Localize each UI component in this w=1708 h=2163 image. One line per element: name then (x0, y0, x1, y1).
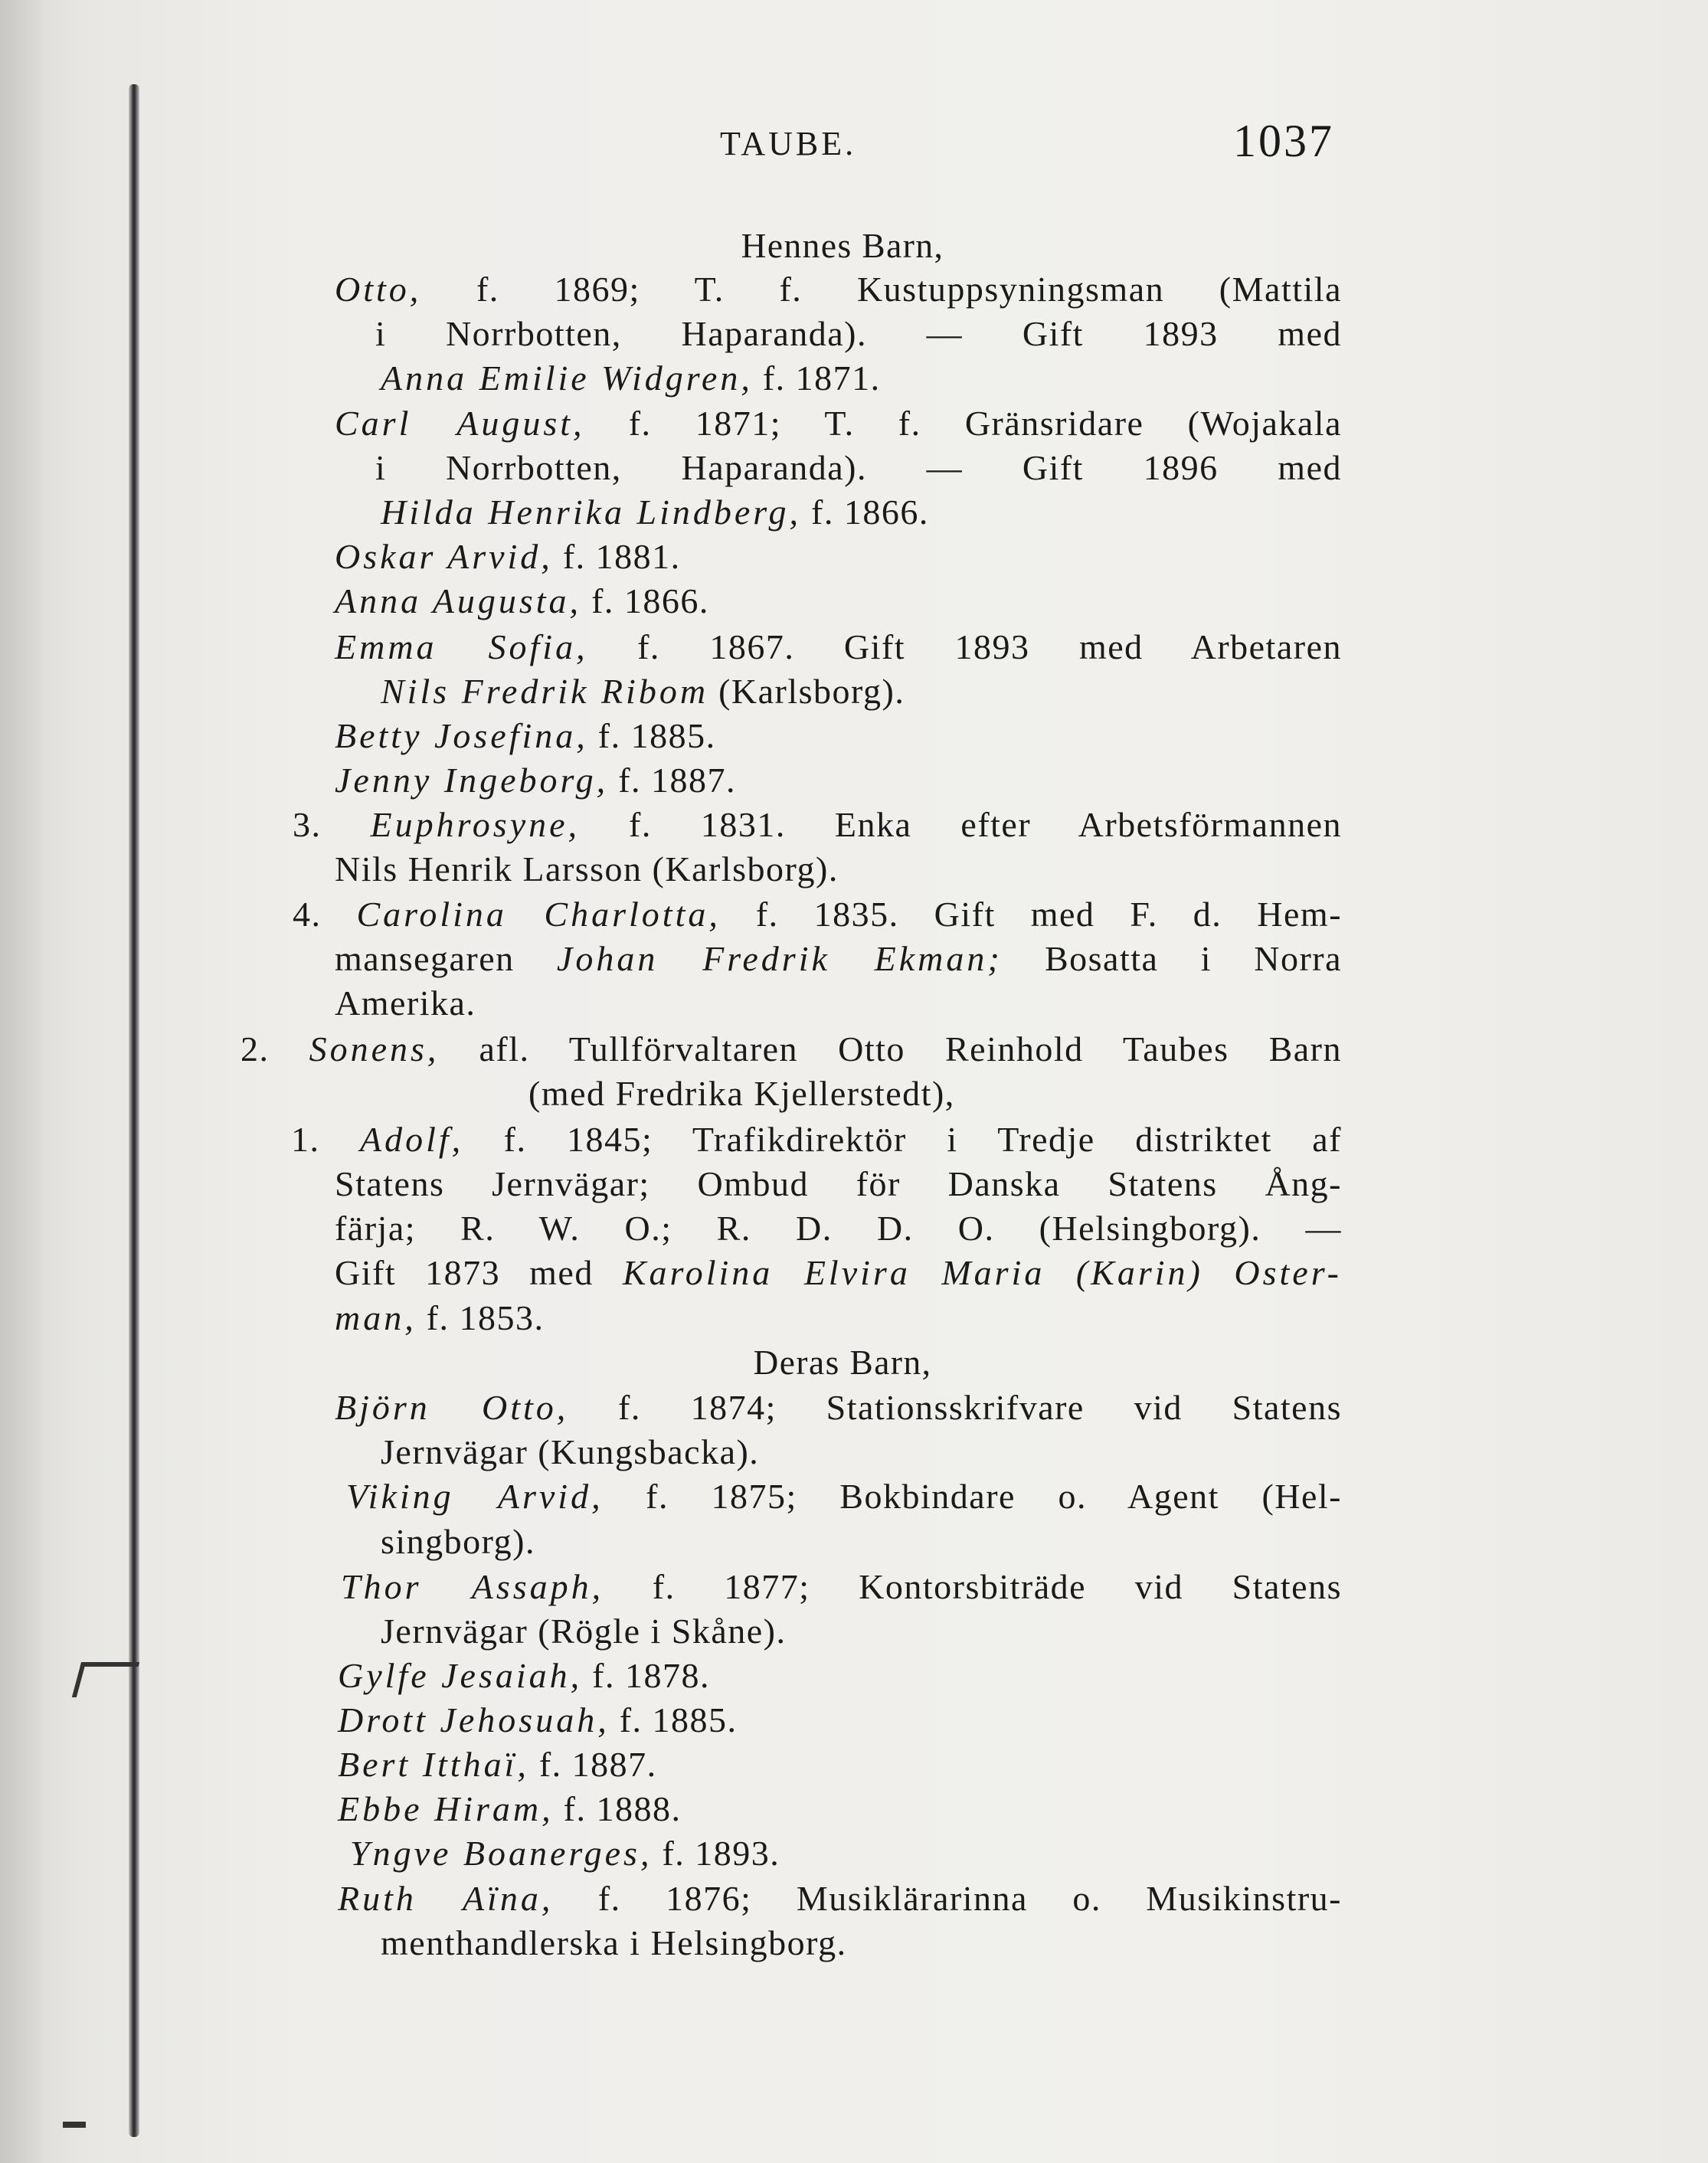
text-run: f. 1881. (552, 537, 681, 576)
italic-name-run: Yngve Boanerges, (350, 1834, 653, 1873)
text-line (338, 1747, 657, 1782)
text-line (381, 1923, 847, 1962)
text-line (381, 1524, 535, 1559)
text-run: färja; R. W. O.; R. D. D. O. (Helsingborg). — (335, 1209, 1342, 1248)
text-run: 4. (293, 895, 357, 934)
italic-name-run: Ebbe Hiram, (338, 1789, 554, 1828)
italic-name-run: Hilda Henrika Lindberg, (381, 492, 801, 532)
text-run: f. 1831. Enka efter Arbetsförmannen (580, 805, 1343, 844)
text-line (335, 627, 1342, 666)
text-line (381, 674, 905, 709)
text-line (375, 316, 1342, 352)
italic-name-run: Euphrosyne, (370, 805, 581, 844)
text-run: f. 1853. (416, 1298, 545, 1337)
text-line (335, 539, 681, 574)
text-line (338, 1789, 682, 1828)
text-run: f. 1867. Gift 1893 med Arbetaren (587, 627, 1342, 666)
text-run: afl. Tullförvaltaren Otto Reinhold Taubes Barn (439, 1029, 1343, 1068)
running-head: TAUBE. (720, 125, 857, 162)
text-run: Jernvägar (Kungsbacka). (381, 1432, 760, 1471)
text-line (335, 1255, 1342, 1291)
text-line (350, 1836, 780, 1871)
text-run: f. 1877; Kontorsbiträde vid Statens (604, 1567, 1342, 1606)
text-run: i Norrbotten, Haparanda). — Gift 1893 med (375, 314, 1342, 353)
text-line (335, 272, 1342, 307)
text-line (335, 941, 1342, 977)
italic-name-run: Johan Fredrik Ekman; (556, 939, 1003, 978)
text-line (338, 1881, 1342, 1916)
text-line (381, 1614, 787, 1649)
italic-name-run: Nils Fredrik Ribom (381, 672, 709, 711)
text-line (335, 763, 736, 798)
text-line (335, 1390, 1342, 1425)
text-line (381, 492, 929, 532)
text-run: f. 1866. (581, 581, 709, 620)
italic-name-run: Oskar Arvid, (335, 537, 553, 576)
text-run: Amerika. (335, 983, 476, 1023)
text-run: mansegaren (335, 939, 557, 978)
text-line (293, 897, 1342, 932)
text-line (381, 358, 881, 398)
text-run: Jernvägar (Rögle i Skåne). (381, 1612, 787, 1651)
text-line (341, 1569, 1342, 1605)
italic-name-run: man, (335, 1298, 417, 1337)
italic-name-run: Anna Augusta, (335, 581, 582, 620)
text-run: f. 1878. (582, 1656, 710, 1695)
text-line (338, 1700, 738, 1739)
text-run: Gift 1873 med (335, 1253, 623, 1292)
text-run: f. 1893. (652, 1834, 780, 1873)
text-run: menthandlerska i Helsingborg. (381, 1923, 847, 1962)
text-run: f. 1869; T. f. Kustuppsyningsman (Mattila (421, 270, 1342, 309)
binding-mark (72, 1662, 139, 1697)
text-line (335, 983, 476, 1023)
text-run: f. 1874; Stationsskrifvare vid Statens (568, 1388, 1342, 1427)
text-line (335, 406, 1342, 441)
text-line (293, 807, 1342, 843)
text-line (0, 1345, 1685, 1380)
text-run: (med Fredrika Kjellerstedt), (528, 1074, 955, 1113)
text-run: f. 1887. (608, 761, 737, 800)
text-line (335, 1211, 1342, 1246)
italic-name-run: Sonens, (309, 1029, 440, 1068)
italic-name-run: Thor Assaph, (341, 1567, 604, 1606)
italic-name-run: Bert Itthaï, (338, 1745, 529, 1784)
italic-name-run: Otto, (335, 270, 422, 309)
text-line (375, 450, 1342, 486)
text-run: f. 1871. (752, 358, 881, 398)
italic-name-run: Betty Josefina, (335, 716, 588, 755)
text-run: i Norrbotten, Haparanda). — Gift 1896 med (375, 448, 1342, 487)
text-run: 3. (293, 805, 371, 844)
italic-name-run: Carolina Charlotta, (356, 895, 721, 934)
text-run: f. 1887. (528, 1745, 657, 1784)
text-run: f. 1866. (801, 492, 929, 532)
text-run: f. 1835. Gift med F. d. Hem- (720, 895, 1343, 934)
text-run: f. 1885. (609, 1700, 738, 1739)
italic-name-run: Anna Emilie Widgren, (381, 358, 753, 398)
text-line (240, 1029, 1343, 1068)
text-line (528, 1076, 955, 1111)
italic-name-run: Emma Sofia, (335, 627, 588, 666)
italic-name-run: Drott Jehosuah, (338, 1700, 610, 1739)
text-run: 1. (291, 1120, 360, 1159)
italic-name-run: Adolf, (360, 1120, 464, 1159)
text-line (338, 1658, 710, 1693)
text-line (335, 1164, 1342, 1203)
binding-edge-line (129, 84, 139, 2137)
text-run: f. 1876; Musiklärarinna o. Musikinstru- (553, 1879, 1342, 1918)
italic-name-run: Gylfe Jesaiah, (338, 1656, 583, 1695)
text-run: f. 1845; Trafikdirektör i Tredje distriktet af (463, 1120, 1342, 1159)
text-run: (Karlsborg). (708, 672, 905, 711)
text-run: singborg). (381, 1522, 535, 1561)
gutter-shadow (0, 0, 46, 2163)
text-run: f. 1888. (553, 1789, 682, 1828)
text-line (335, 718, 716, 754)
text-run: f. 1875; Bokbindare o. Agent (Hel- (603, 1477, 1342, 1516)
text-run: Hennes Barn, (741, 226, 944, 265)
binding-foot-mark (63, 2122, 86, 2128)
text-line (335, 1298, 545, 1337)
italic-name-run: Jenny Ingeborg, (335, 761, 609, 800)
italic-name-run: Ruth Aïna, (338, 1879, 554, 1918)
text-line (381, 1432, 760, 1471)
italic-name-run: Karolina Elvira Maria (Karin) Oster- (622, 1253, 1343, 1292)
text-run: 2. (240, 1029, 309, 1068)
text-line (291, 1122, 1342, 1157)
text-line (0, 228, 1685, 263)
italic-name-run: Viking Arvid, (346, 1477, 604, 1516)
text-run: f. 1885. (587, 716, 716, 755)
text-line (335, 849, 839, 888)
italic-name-run: Carl August, (335, 404, 585, 443)
text-run: f. 1871; T. f. Gränsridare (Wojakala (584, 404, 1343, 443)
text-run: Nils Henrik Larsson (Karlsborg). (335, 849, 839, 888)
text-run: Statens Jernvägar; Ombud för Danska Statens Ång- (335, 1164, 1342, 1203)
text-line (335, 581, 709, 620)
text-run: Deras Barn, (753, 1343, 932, 1382)
text-line (346, 1479, 1342, 1514)
page-number: 1037 (1233, 116, 1334, 166)
italic-name-run: Björn Otto, (335, 1388, 569, 1427)
text-run: Bosatta i Norra (1002, 939, 1343, 978)
